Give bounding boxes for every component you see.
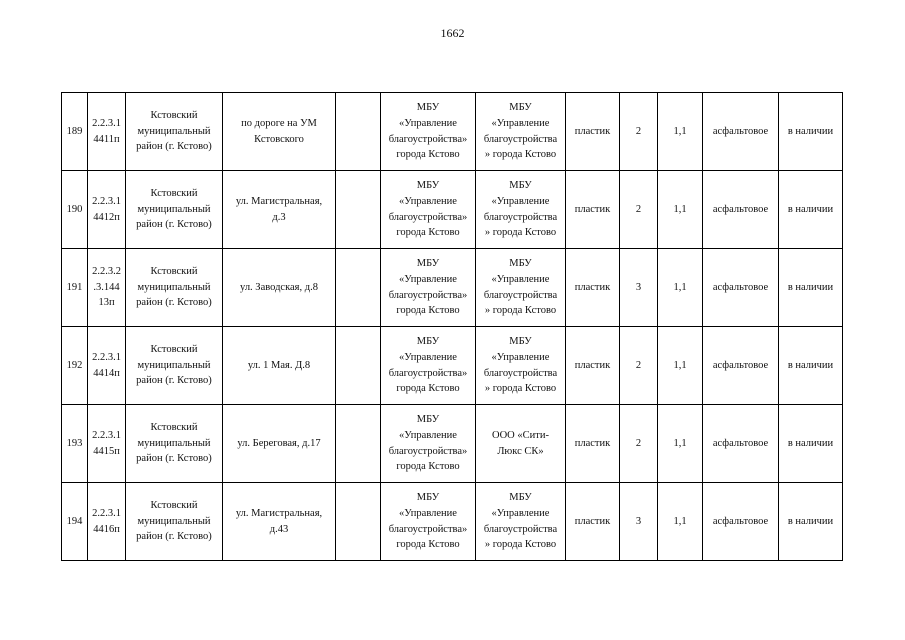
operator-cell: МБУ «Управление благоустройства » города Кстово	[476, 93, 566, 171]
fence-status-cell: в наличии	[779, 483, 843, 561]
operator-cell: ООО «Сити- Люкс СК»	[476, 405, 566, 483]
surface-type-cell: асфальтовое	[703, 405, 779, 483]
container-count-cell: 2	[620, 93, 658, 171]
surface-type-cell: асфальтовое	[703, 171, 779, 249]
row-number-cell: 193	[62, 405, 88, 483]
owner-cell: МБУ «Управление благоустройства» города Кстово	[381, 483, 476, 561]
surface-type-cell: асфальтовое	[703, 93, 779, 171]
district-cell: Кстовский муниципальный район (г. Кстово)	[126, 327, 223, 405]
registry-table	[61, 92, 843, 561]
surface-type-cell: асфальтовое	[703, 327, 779, 405]
address-cell: ул. Береговая, д.17	[223, 405, 336, 483]
container-volume-cell: 1,1	[658, 249, 703, 327]
surface-type-cell: асфальтовое	[703, 249, 779, 327]
fence-status-cell: в наличии	[779, 93, 843, 171]
table-row	[62, 483, 843, 561]
container-count-cell: 3	[620, 483, 658, 561]
table-row	[62, 327, 843, 405]
fence-status-cell: в наличии	[779, 405, 843, 483]
address-cell: ул. Магистральная, д.43	[223, 483, 336, 561]
container-volume-cell: 1,1	[658, 93, 703, 171]
fence-status-cell: в наличии	[779, 249, 843, 327]
owner-cell: МБУ «Управление благоустройства» города Кстово	[381, 249, 476, 327]
material-cell: пластик	[566, 405, 620, 483]
table-body	[62, 93, 843, 561]
empty-cell	[336, 93, 381, 171]
owner-cell: МБУ «Управление благоустройства» города Кстово	[381, 327, 476, 405]
container-count-cell: 2	[620, 327, 658, 405]
district-cell: Кстовский муниципальный район (г. Кстово)	[126, 249, 223, 327]
address-cell: ул. Заводская, д.8	[223, 249, 336, 327]
row-number-cell: 190	[62, 171, 88, 249]
container-volume-cell: 1,1	[658, 405, 703, 483]
site-code-cell: 2.2.3.1 4415п	[88, 405, 126, 483]
owner-cell: МБУ «Управление благоустройства» города Кстово	[381, 93, 476, 171]
fence-status-cell: в наличии	[779, 327, 843, 405]
fence-status-cell: в наличии	[779, 171, 843, 249]
address-cell: по дороге на УМ Кстовского	[223, 93, 336, 171]
empty-cell	[336, 171, 381, 249]
empty-cell	[336, 483, 381, 561]
district-cell: Кстовский муниципальный район (г. Кстово)	[126, 483, 223, 561]
site-code-cell: 2.2.3.1 4414п	[88, 327, 126, 405]
owner-cell: МБУ «Управление благоустройства» города Кстово	[381, 405, 476, 483]
operator-cell: МБУ «Управление благоустройства » города Кстово	[476, 171, 566, 249]
row-number-cell: 194	[62, 483, 88, 561]
table-row	[62, 93, 843, 171]
operator-cell: МБУ «Управление благоустройства » города Кстово	[476, 483, 566, 561]
site-code-cell: 2.2.3.1 4412п	[88, 171, 126, 249]
operator-cell: МБУ «Управление благоустройства » города Кстово	[476, 327, 566, 405]
table-row	[62, 249, 843, 327]
material-cell: пластик	[566, 249, 620, 327]
container-volume-cell: 1,1	[658, 171, 703, 249]
material-cell: пластик	[566, 93, 620, 171]
address-cell: ул. 1 Мая. Д.8	[223, 327, 336, 405]
row-number-cell: 191	[62, 249, 88, 327]
container-volume-cell: 1,1	[658, 327, 703, 405]
table-row	[62, 405, 843, 483]
district-cell: Кстовский муниципальный район (г. Кстово)	[126, 405, 223, 483]
material-cell: пластик	[566, 483, 620, 561]
row-number-cell: 192	[62, 327, 88, 405]
site-code-cell: 2.2.3.1 4416п	[88, 483, 126, 561]
container-count-cell: 2	[620, 405, 658, 483]
container-count-cell: 2	[620, 171, 658, 249]
container-count-cell: 3	[620, 249, 658, 327]
address-cell: ул. Магистральная, д.3	[223, 171, 336, 249]
row-number-cell: 189	[62, 93, 88, 171]
material-cell: пластик	[566, 327, 620, 405]
site-code-cell: 2.2.3.2 .3.144 13п	[88, 249, 126, 327]
empty-cell	[336, 249, 381, 327]
owner-cell: МБУ «Управление благоустройства» города Кстово	[381, 171, 476, 249]
surface-type-cell: асфальтовое	[703, 483, 779, 561]
district-cell: Кстовский муниципальный район (г. Кстово)	[126, 171, 223, 249]
page-number: 1662	[440, 26, 465, 40]
empty-cell	[336, 327, 381, 405]
table-row	[62, 171, 843, 249]
operator-cell: МБУ «Управление благоустройства » города Кстово	[476, 249, 566, 327]
site-code-cell: 2.2.3.1 4411п	[88, 93, 126, 171]
material-cell: пластик	[566, 171, 620, 249]
district-cell: Кстовский муниципальный район (г. Кстово)	[126, 93, 223, 171]
container-volume-cell: 1,1	[658, 483, 703, 561]
empty-cell	[336, 405, 381, 483]
